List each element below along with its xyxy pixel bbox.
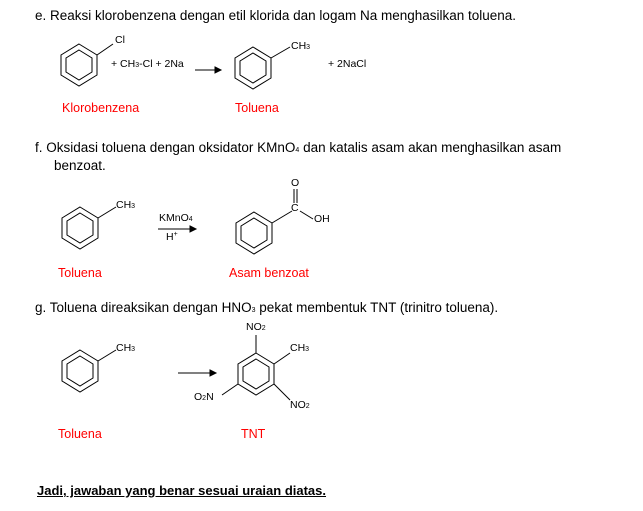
- nitro-group-bottom: NO2: [290, 399, 310, 411]
- carbonyl-oxygen: O: [291, 177, 300, 189]
- conclusion-text: Jadi, jawaban yang benar sesuai uraian diatas.: [37, 483, 327, 498]
- reagent-kmno4: KMnO4: [159, 212, 193, 224]
- reagent-h-plus: H+: [166, 231, 178, 243]
- hydroxyl-group: OH: [314, 213, 330, 225]
- label-toluena-g: Toluena: [58, 427, 102, 441]
- label-tnt: TNT: [241, 427, 266, 441]
- chloro-substituent: Cl: [115, 34, 125, 46]
- label-toluena-f: Toluena: [58, 266, 102, 280]
- statement-f-line1: f. Oksidasi toluena dengan oksidator KMnO4 dan katalis asam akan menghasilkan asam: [35, 140, 562, 155]
- label-asam-benzoat: Asam benzoat: [229, 266, 309, 280]
- methyl-substituent-g: CH3: [116, 342, 136, 354]
- statement-g: g. Toluena direaksikan dengan HNO3 pekat membentuk TNT (trinitro toluena).: [35, 300, 499, 315]
- nitro-group-left: O2N: [194, 391, 214, 403]
- statement-f-line2: benzoat.: [54, 158, 106, 173]
- label-klorobenzena: Klorobenzena: [62, 101, 140, 115]
- reagent-e: + CH3-Cl + 2Na: [111, 58, 184, 70]
- methyl-substituent-tnt: CH3: [290, 342, 310, 354]
- label-toluena-e: Toluena: [235, 101, 279, 115]
- methyl-substituent-e: CH3: [291, 40, 311, 52]
- carboxyl-carbon: C: [291, 202, 299, 214]
- tnt-ring: [222, 335, 290, 400]
- statement-e: e. Reaksi klorobenzena dengan etil klorida dan logam Na menghasilkan toluena.: [35, 8, 517, 23]
- methyl-substituent-f: CH3: [116, 199, 136, 211]
- nitro-group-top: NO2: [246, 321, 266, 333]
- toluene-ring-g: [62, 350, 116, 392]
- byproduct-nacl: + 2NaCl: [328, 58, 367, 70]
